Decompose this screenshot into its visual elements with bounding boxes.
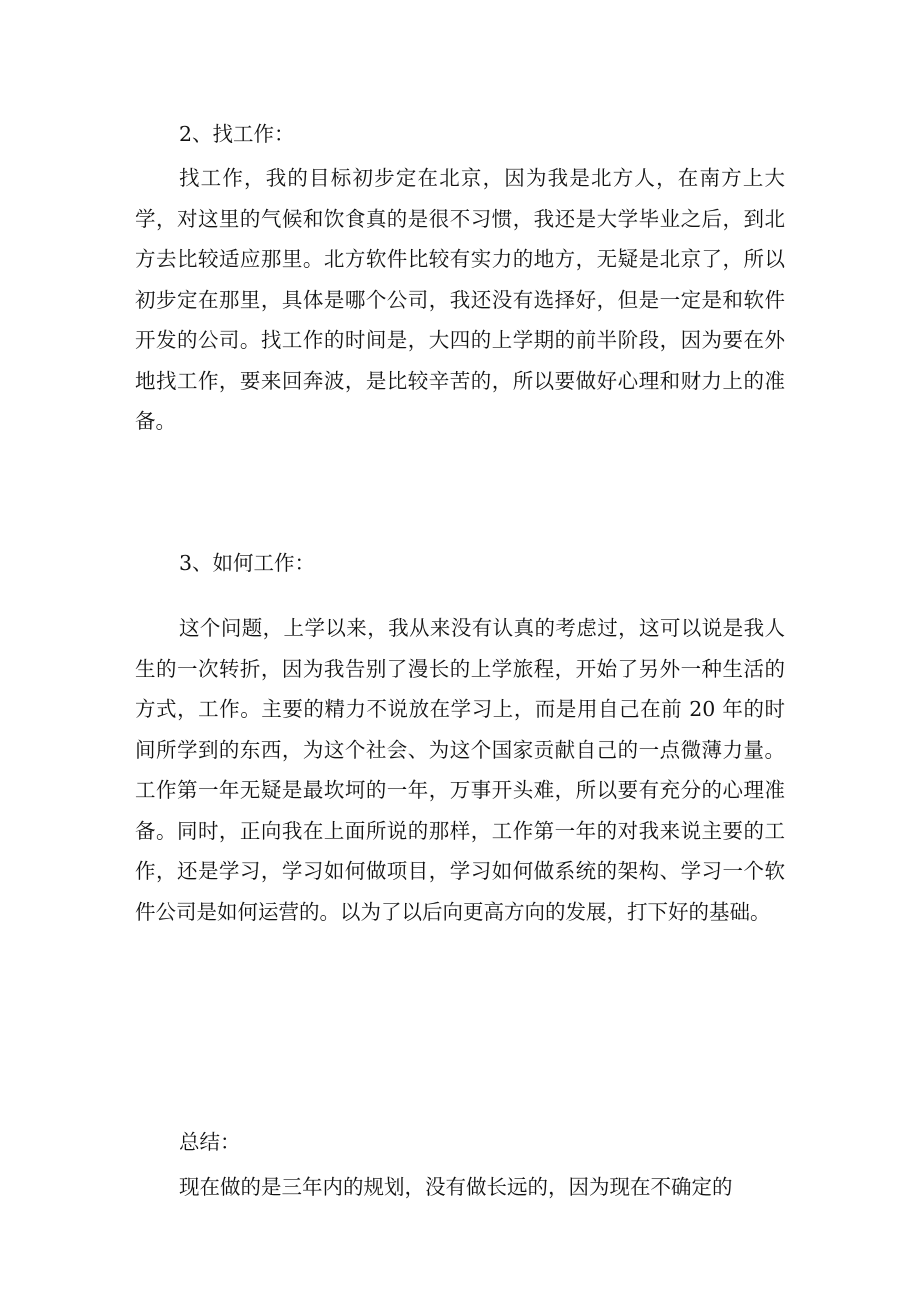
summary-paragraph: 现在做的是三年内的规划，没有做长远的，因为现在不确定的 xyxy=(179,1175,733,1199)
section-3-heading: 3、如何工作： xyxy=(179,551,316,575)
summary-heading: 总结： xyxy=(179,1130,241,1154)
section-2-paragraph: 找工作，我的目标初步定在北京，因为我是北方人，在南方上大学，对这里的气候和饮食真的是很不习惯，我还是大学毕业之后，到北方去比较适应那里。北方软件比较有实力的地方，无疑是北京了，所以初步定在那里，具体是哪个公司，我还没有选择好，但是一定是和软件开发的公司。找工作的时间是，大四的上学期的前半阶段，因为要在外地找工作，要来回奔波，是比较辛苦的，所以要做好心理和财力上的准备。 xyxy=(135,166,785,433)
section-2-heading: 2、找工作： xyxy=(179,122,295,146)
section-3-paragraph: 这个问题，上学以来，我从来没有认真的考虑过，这可以说是我人生的一次转折，因为我告别了漫长的上学旅程，开始了另外一种生活的方式，工作。主要的精力不说放在学习上，而是用自己在前 20 年的时间所学到的东西，为这个社会、为这个国家贡献自己的一点微薄力量。工作第一年无疑是最坎坷的一年，万事开头难，所以要有充分的心理准备。同时，正向我在上面所说的那样，工作第一年的对我来说主要的工作，还是学习，学习如何做项目，学习如何做系统的架构、学习一个软件公司是如何运营的。以为了以后向更高方向的发展，打下好的基础。 xyxy=(135,616,785,924)
